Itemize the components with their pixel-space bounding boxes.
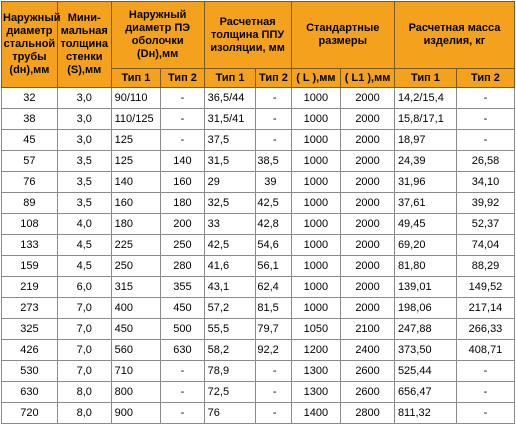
cell-ppu-type1: 78,9 xyxy=(204,361,256,382)
cell-mass-type1: 247,88 xyxy=(394,319,456,340)
cell-outer-diameter: 108 xyxy=(2,214,58,235)
cell-pe-type2: 250 xyxy=(161,235,204,256)
cell-mass-type1: 198,06 xyxy=(394,298,456,319)
cell-length-l: 1000 xyxy=(291,298,341,319)
cell-mass-type2: - xyxy=(456,403,514,424)
cell-ppu-type2: 56,1 xyxy=(256,256,291,277)
cell-pe-type2: 140 xyxy=(161,151,204,172)
cell-pe-type1: 450 xyxy=(111,319,161,340)
cell-ppu-type1: 36,5/44 xyxy=(204,88,256,109)
cell-pe-type1: 160 xyxy=(111,193,161,214)
cell-ppu-type2: 54,6 xyxy=(256,235,291,256)
cell-mass-type2: 88,29 xyxy=(456,256,514,277)
cell-length-l: 1000 xyxy=(291,172,341,193)
subheader-ppu-type2: Тип 2 xyxy=(256,69,291,88)
cell-outer-diameter: 630 xyxy=(2,382,58,403)
cell-pe-type2: - xyxy=(161,361,204,382)
cell-length-l1: 2000 xyxy=(341,130,395,151)
cell-pe-type2: - xyxy=(161,403,204,424)
cell-mass-type2: 39,92 xyxy=(456,193,514,214)
cell-outer-diameter: 38 xyxy=(2,109,58,130)
cell-mass-type2: - xyxy=(456,88,514,109)
cell-pe-type2: - xyxy=(161,109,204,130)
cell-ppu-type1: 31,5 xyxy=(204,151,256,172)
cell-length-l: 1000 xyxy=(291,130,341,151)
cell-ppu-type2: 79,7 xyxy=(256,319,291,340)
cell-min-wall: 4,0 xyxy=(57,214,111,235)
table-row xyxy=(2,235,515,256)
cell-outer-diameter: 219 xyxy=(2,277,58,298)
cell-outer-diameter: 426 xyxy=(2,340,58,361)
cell-min-wall: 4,5 xyxy=(57,235,111,256)
cell-pe-type2: - xyxy=(161,88,204,109)
cell-ppu-type2: 42,8 xyxy=(256,214,291,235)
cell-mass-type2: 217,14 xyxy=(456,298,514,319)
header-outer-diameter: Наружный диаметр стальной трубы (dн),мм xyxy=(2,2,58,88)
cell-ppu-type1: 41,6 xyxy=(204,256,256,277)
cell-mass-type1: 18,97 xyxy=(394,130,456,151)
cell-mass-type1: 373,50 xyxy=(394,340,456,361)
cell-length-l1: 2600 xyxy=(341,361,395,382)
header-min-wall: Мини-мальная толщина стенки (S),мм xyxy=(57,2,111,88)
cell-mass-type1: 15,8/17,1 xyxy=(394,109,456,130)
cell-ppu-type2: - xyxy=(256,130,291,151)
cell-outer-diameter: 159 xyxy=(2,256,58,277)
cell-ppu-type1: 55,5 xyxy=(204,319,256,340)
cell-length-l1: 2000 xyxy=(341,193,395,214)
cell-pe-type1: 400 xyxy=(111,298,161,319)
cell-ppu-type2: 62,4 xyxy=(256,277,291,298)
cell-min-wall: 3,5 xyxy=(57,151,111,172)
subheader-ppu-type1: Тип 1 xyxy=(204,69,256,88)
cell-ppu-type1: 57,2 xyxy=(204,298,256,319)
cell-length-l1: 2600 xyxy=(341,382,395,403)
cell-mass-type1: 525,44 xyxy=(394,361,456,382)
cell-length-l: 1050 xyxy=(291,319,341,340)
cell-mass-type2: 266,33 xyxy=(456,319,514,340)
subheader-length-l1: ( L1 ),мм xyxy=(341,69,395,88)
cell-pe-type1: 800 xyxy=(111,382,161,403)
table-row xyxy=(2,193,515,214)
cell-mass-type1: 31,96 xyxy=(394,172,456,193)
header-ppu-thickness: Расчетная толщина ППУ изоляции, мм xyxy=(204,2,291,69)
cell-pe-type1: 225 xyxy=(111,235,161,256)
cell-min-wall: 8,0 xyxy=(57,382,111,403)
cell-mass-type1: 37,61 xyxy=(394,193,456,214)
cell-pe-type2: 280 xyxy=(161,256,204,277)
cell-outer-diameter: 530 xyxy=(2,361,58,382)
cell-pe-type2: - xyxy=(161,130,204,151)
subheader-mass-type2: Тип 2 xyxy=(456,69,514,88)
cell-mass-type1: 811,32 xyxy=(394,403,456,424)
table-body xyxy=(2,88,515,424)
cell-mass-type1: 69,20 xyxy=(394,235,456,256)
cell-mass-type2: 52,37 xyxy=(456,214,514,235)
cell-ppu-type1: 76 xyxy=(204,403,256,424)
cell-ppu-type2: 42,5 xyxy=(256,193,291,214)
cell-length-l1: 2000 xyxy=(341,256,395,277)
cell-length-l: 1000 xyxy=(291,88,341,109)
cell-pe-type2: 355 xyxy=(161,277,204,298)
cell-length-l1: 2100 xyxy=(341,319,395,340)
table-row xyxy=(2,151,515,172)
cell-pe-type2: 200 xyxy=(161,214,204,235)
cell-pe-type1: 180 xyxy=(111,214,161,235)
cell-length-l: 1400 xyxy=(291,403,341,424)
cell-outer-diameter: 45 xyxy=(2,130,58,151)
cell-length-l1: 2000 xyxy=(341,172,395,193)
table-row xyxy=(2,130,515,151)
cell-pe-type1: 125 xyxy=(111,151,161,172)
cell-mass-type2: - xyxy=(456,130,514,151)
cell-ppu-type2: 39 xyxy=(256,172,291,193)
cell-ppu-type2: 81,5 xyxy=(256,298,291,319)
cell-pe-type2: 180 xyxy=(161,193,204,214)
cell-outer-diameter: 133 xyxy=(2,235,58,256)
cell-pe-type2: 160 xyxy=(161,172,204,193)
cell-pe-type2: 630 xyxy=(161,340,204,361)
cell-ppu-type1: 37,5 xyxy=(204,130,256,151)
header-standard-sizes: Стандартные размеры xyxy=(291,2,394,69)
table-row xyxy=(2,319,515,340)
cell-length-l: 1000 xyxy=(291,214,341,235)
cell-length-l: 1000 xyxy=(291,277,341,298)
cell-ppu-type1: 43,1 xyxy=(204,277,256,298)
header-pe-diameter: Наружный диаметр ПЭ оболочки (Dн),мм xyxy=(111,2,204,69)
cell-min-wall: 3,0 xyxy=(57,88,111,109)
cell-pe-type1: 110/125 xyxy=(111,109,161,130)
cell-length-l: 1300 xyxy=(291,361,341,382)
cell-ppu-type1: 32,5 xyxy=(204,193,256,214)
cell-ppu-type1: 31,5/41 xyxy=(204,109,256,130)
cell-pe-type1: 710 xyxy=(111,361,161,382)
cell-mass-type1: 139,01 xyxy=(394,277,456,298)
cell-pe-type2: 500 xyxy=(161,319,204,340)
cell-length-l: 1000 xyxy=(291,193,341,214)
table-row xyxy=(2,109,515,130)
cell-min-wall: 4,5 xyxy=(57,256,111,277)
cell-mass-type2: 408,71 xyxy=(456,340,514,361)
cell-ppu-type2: - xyxy=(256,361,291,382)
cell-mass-type2: - xyxy=(456,109,514,130)
cell-pe-type1: 140 xyxy=(111,172,161,193)
cell-length-l1: 2000 xyxy=(341,277,395,298)
cell-min-wall: 3,5 xyxy=(57,172,111,193)
subheader-length-l: ( L ),мм xyxy=(291,69,341,88)
table-row xyxy=(2,403,515,424)
cell-mass-type2: 149,52 xyxy=(456,277,514,298)
cell-ppu-type2: - xyxy=(256,403,291,424)
cell-pe-type1: 125 xyxy=(111,130,161,151)
cell-pe-type1: 250 xyxy=(111,256,161,277)
cell-min-wall: 8,0 xyxy=(57,403,111,424)
cell-mass-type1: 49,45 xyxy=(394,214,456,235)
cell-outer-diameter: 273 xyxy=(2,298,58,319)
cell-min-wall: 7,0 xyxy=(57,361,111,382)
cell-min-wall: 3,0 xyxy=(57,109,111,130)
cell-ppu-type2: - xyxy=(256,109,291,130)
cell-ppu-type1: 58,2 xyxy=(204,340,256,361)
cell-length-l: 1000 xyxy=(291,256,341,277)
cell-outer-diameter: 720 xyxy=(2,403,58,424)
cell-length-l1: 2000 xyxy=(341,151,395,172)
cell-length-l1: 2400 xyxy=(341,340,395,361)
cell-mass-type1: 24,39 xyxy=(394,151,456,172)
cell-mass-type2: 74,04 xyxy=(456,235,514,256)
cell-length-l: 1300 xyxy=(291,382,341,403)
cell-min-wall: 3,5 xyxy=(57,193,111,214)
cell-pe-type1: 560 xyxy=(111,340,161,361)
cell-min-wall: 7,0 xyxy=(57,319,111,340)
cell-length-l: 1000 xyxy=(291,109,341,130)
cell-length-l: 1000 xyxy=(291,235,341,256)
table-row xyxy=(2,340,515,361)
cell-ppu-type1: 33 xyxy=(204,214,256,235)
cell-length-l1: 2000 xyxy=(341,235,395,256)
cell-pe-type2: 450 xyxy=(161,298,204,319)
cell-mass-type2: 26,58 xyxy=(456,151,514,172)
cell-ppu-type1: 29 xyxy=(204,172,256,193)
cell-length-l: 1000 xyxy=(291,151,341,172)
header-mass: Расчетная масса изделия, кг xyxy=(394,2,514,69)
cell-ppu-type1: 42,5 xyxy=(204,235,256,256)
cell-outer-diameter: 89 xyxy=(2,193,58,214)
cell-pe-type2: - xyxy=(161,382,204,403)
cell-length-l1: 2000 xyxy=(341,88,395,109)
cell-min-wall: 3,0 xyxy=(57,130,111,151)
cell-ppu-type2: 92,2 xyxy=(256,340,291,361)
cell-mass-type1: 656,47 xyxy=(394,382,456,403)
cell-mass-type2: - xyxy=(456,361,514,382)
cell-pe-type1: 90/110 xyxy=(111,88,161,109)
cell-length-l1: 2000 xyxy=(341,109,395,130)
cell-mass-type1: 14,2/15,4 xyxy=(394,88,456,109)
cell-pe-type1: 315 xyxy=(111,277,161,298)
table-row xyxy=(2,172,515,193)
table-row xyxy=(2,88,515,109)
cell-outer-diameter: 57 xyxy=(2,151,58,172)
table-row xyxy=(2,382,515,403)
cell-mass-type2: 34,10 xyxy=(456,172,514,193)
table-row xyxy=(2,256,515,277)
pipe-spec-table xyxy=(1,1,515,424)
cell-mass-type1: 81,80 xyxy=(394,256,456,277)
table-row xyxy=(2,214,515,235)
cell-min-wall: 7,0 xyxy=(57,298,111,319)
subheader-mass-type1: Тип 1 xyxy=(394,69,456,88)
cell-ppu-type2: 38,5 xyxy=(256,151,291,172)
cell-length-l1: 2000 xyxy=(341,214,395,235)
cell-min-wall: 6,0 xyxy=(57,277,111,298)
subheader-pe-type2: Тип 2 xyxy=(161,69,204,88)
subheader-pe-type1: Тип 1 xyxy=(111,69,161,88)
cell-length-l: 1200 xyxy=(291,340,341,361)
cell-mass-type2: - xyxy=(456,382,514,403)
cell-length-l1: 2000 xyxy=(341,298,395,319)
cell-ppu-type1: 72,5 xyxy=(204,382,256,403)
cell-outer-diameter: 325 xyxy=(2,319,58,340)
cell-pe-type1: 900 xyxy=(111,403,161,424)
cell-min-wall: 7,0 xyxy=(57,340,111,361)
cell-ppu-type2: - xyxy=(256,382,291,403)
table-row xyxy=(2,361,515,382)
cell-outer-diameter: 32 xyxy=(2,88,58,109)
table-row xyxy=(2,277,515,298)
cell-ppu-type2: - xyxy=(256,88,291,109)
table-header-row xyxy=(2,2,515,69)
cell-length-l1: 2800 xyxy=(341,403,395,424)
cell-outer-diameter: 76 xyxy=(2,172,58,193)
table-row xyxy=(2,298,515,319)
